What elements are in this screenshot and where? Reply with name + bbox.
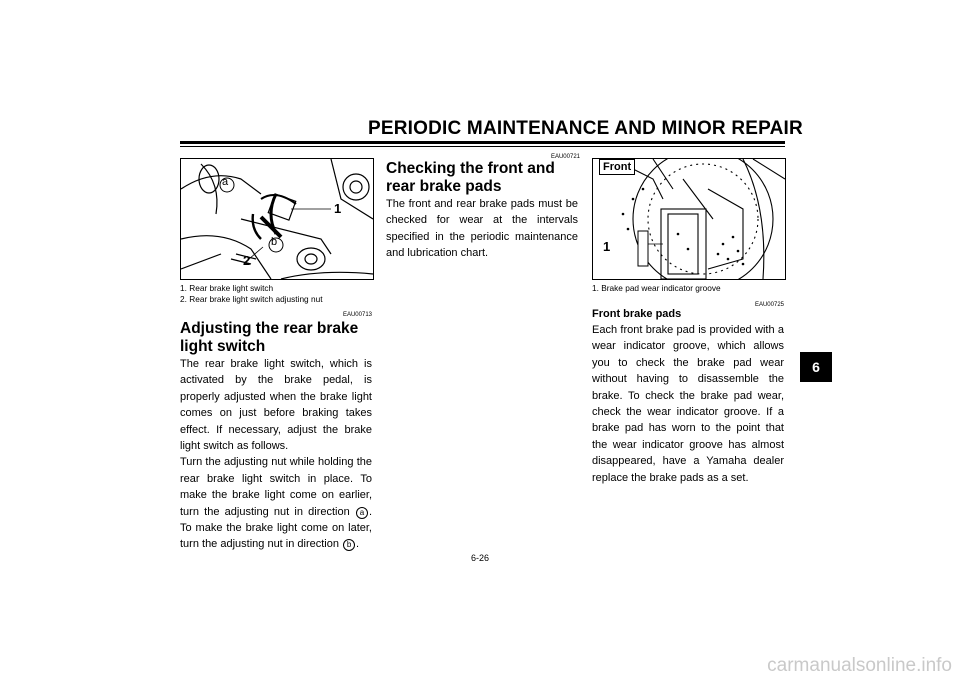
subsection-heading: Front brake pads: [592, 308, 682, 320]
left-paragraph-1: The rear brake light switch, which is activated by the brake pedal, is properly adjusted when the brake light comes on just before braking takes effect. If necessary, adjust the brake light switch as follows.: [180, 358, 372, 453]
section-code: EAU00713: [342, 312, 372, 318]
direction-b-label: b: [271, 236, 278, 248]
direction-b-mark: b: [343, 539, 355, 551]
callout-2: 2: [243, 253, 251, 268]
callout-1: 1: [334, 201, 342, 216]
chapter-tab[interactable]: 6: [800, 352, 832, 382]
figure-caption-2: 2. Rear brake light switch adjusting nut: [180, 294, 323, 304]
figure-caption: 1. Brake pad wear indicator groove: [592, 283, 721, 293]
right-body-text: Each front brake pad is provided with a wear indicator groove, which allows you to check the brake pad wear without having to disassemble the brake. To check the brake pad wear, check the wear indicator groove. If a brake pad has worn to the point that the wear indicator groove has almost disappeared, have a Yamaha dealer replace the brake pads as a set.: [592, 324, 784, 484]
watermark[interactable]: carmanualsonline.info: [767, 655, 952, 676]
left-body-text: [180, 356, 372, 553]
brake-pad-illustration: [593, 159, 785, 279]
page-number: 6-26: [470, 553, 489, 563]
section-code: EAU00725: [754, 302, 784, 308]
section-heading: Adjusting the rear brake light switch: [180, 320, 359, 355]
front-label: Front: [599, 159, 635, 175]
middle-body-text: The front and rear brake pads must be checked for wear at the intervals specified in the periodic maintenance and lubrication chart.: [386, 198, 578, 260]
section-code: EAU00721: [550, 154, 580, 160]
header-rule-thin: [180, 146, 785, 147]
page-title: PERIODIC MAINTENANCE AND MINOR REPAIR: [368, 118, 803, 139]
direction-a-mark: a: [356, 507, 368, 519]
header-rule: [180, 141, 785, 144]
rear-brake-switch-figure: [180, 158, 374, 280]
callout-1: 1: [603, 239, 611, 254]
left-paragraph-2: Turn the adjusting nut while holding the rear brake light switch in place. To make the brake light come on earlier, turn the adjusting nut in direction a . To make the brake light come on later, turn the adjusting nut in direction b .: [180, 456, 372, 551]
rear-brake-switch-illustration: [181, 159, 373, 279]
figure-caption-1: 1. Rear brake light switch: [180, 283, 274, 293]
direction-a-label: a: [222, 176, 229, 188]
brake-pad-figure: [592, 158, 786, 280]
section-heading: Checking the front and rear brake pads: [386, 160, 555, 195]
